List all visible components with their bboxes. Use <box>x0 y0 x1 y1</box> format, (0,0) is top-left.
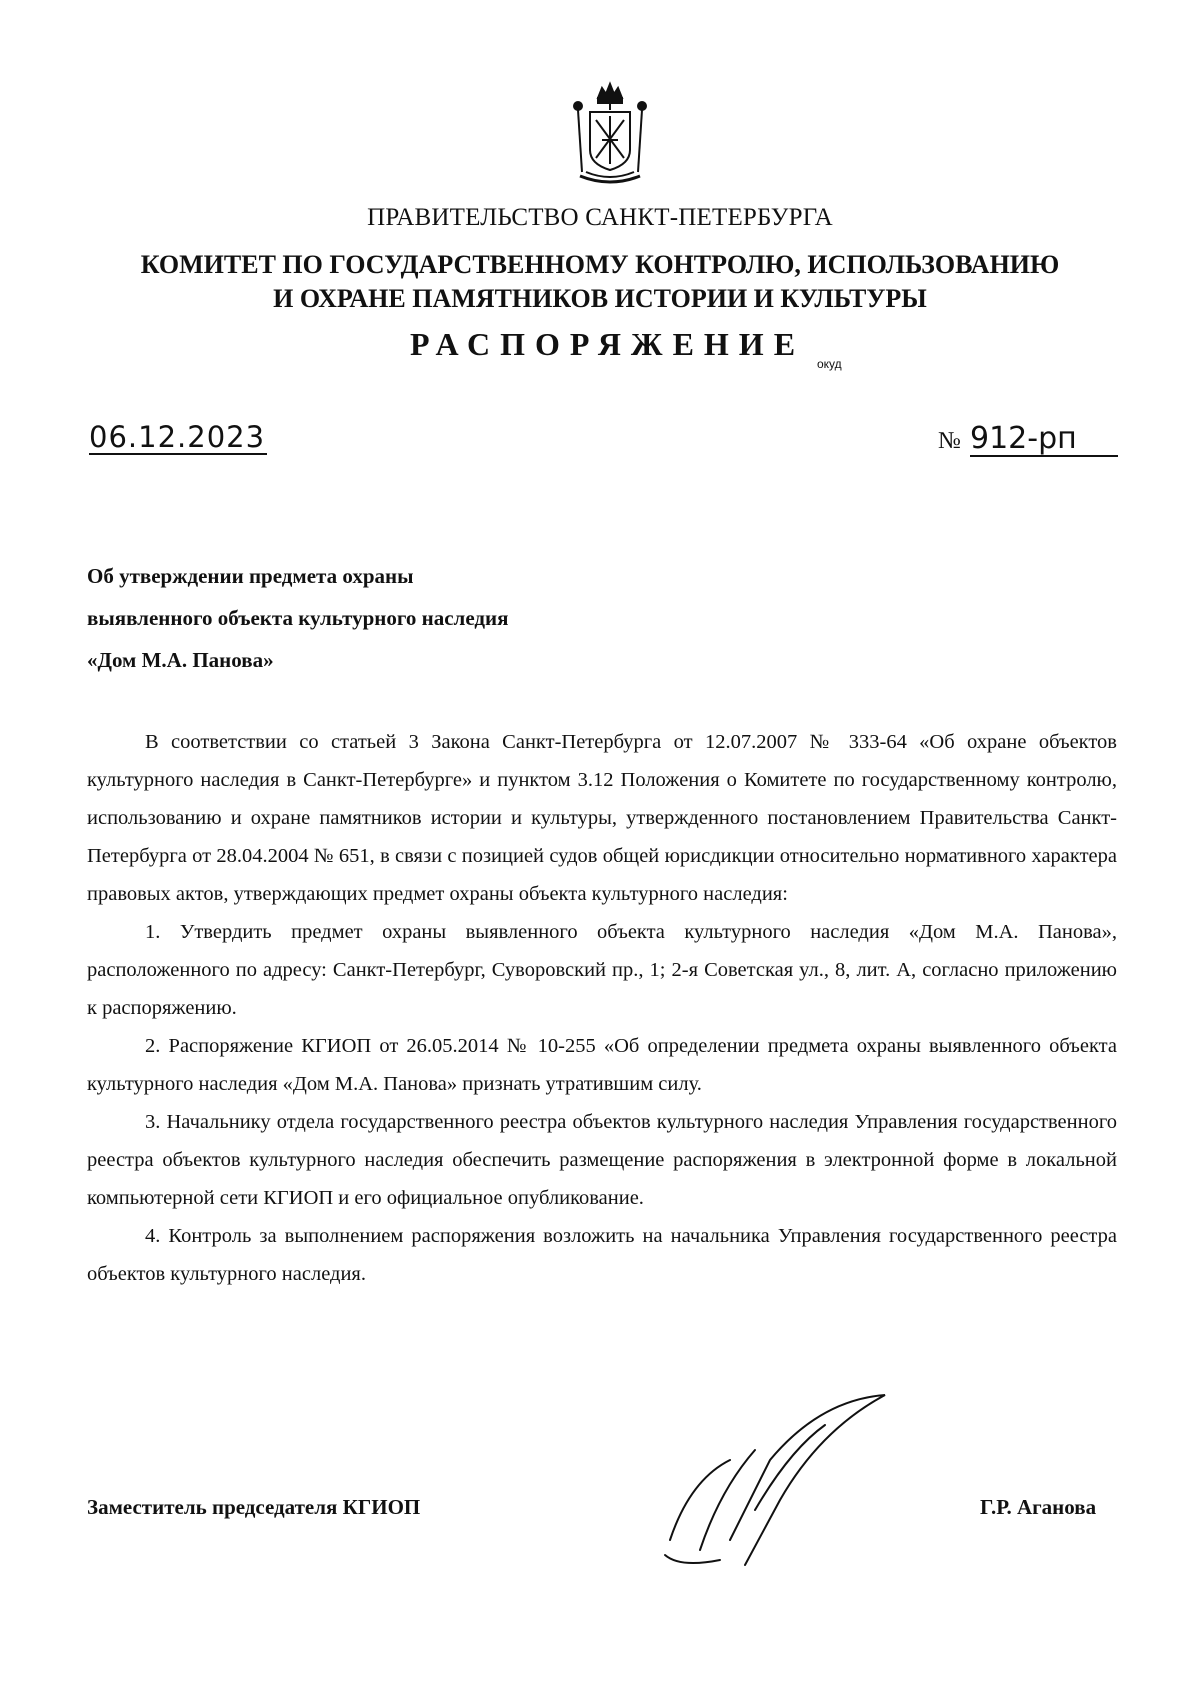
document-date: 06.12.2023 <box>89 420 266 454</box>
document-type: РАСПОРЯЖЕНИЕ <box>410 326 806 362</box>
signature-mark <box>660 1390 900 1590</box>
committee-line-1: КОМИТЕТ ПО ГОСУДАРСТВЕННОМУ КОНТРОЛЮ, ИСПОЛЬЗОВАНИЮ <box>140 250 1060 279</box>
body-paragraph: 2. Распоряжение КГИОП от 26.05.2014 № 10-255 «Об определении предмета охраны выявленного объекта культурного наследия «Дом М.А. Панова» признать утратившим силу. <box>87 1035 1117 1095</box>
committee-line-2: И ОХРАНЕ ПАМЯТНИКОВ ИСТОРИИ И КУЛЬТУРЫ <box>273 284 927 313</box>
body-paragraph: 4. Контроль за выполнением распоряжения возложить на начальника Управления государственного реестра объектов культурного наследия. <box>87 1225 1117 1285</box>
body-paragraph: 3. Начальнику отдела государственного реестра объектов культурного наследия Управления государственного реестра объектов культурного наследия обеспечить размещение распоряжения в электронной форме в локальной компьютерной сети КГИОП и его официальное опубликование. <box>87 1111 1117 1209</box>
government-title: ПРАВИТЕЛЬСТВО САНКТ-ПЕТЕРБУРГА <box>367 204 833 231</box>
number-value: 912-рп <box>970 422 1118 457</box>
coat-of-arms-icon <box>560 80 660 190</box>
signatory-name: Г.Р. Аганова <box>980 1495 1097 1519</box>
signatory-title: Заместитель председателя КГИОП <box>87 1495 421 1519</box>
committee-title <box>0 248 1200 316</box>
okud-label: окуд <box>817 357 842 371</box>
subject-line: Об утверждении предмета охраны <box>87 564 414 588</box>
subject-line: выявленного объекта культурного наследия <box>87 606 509 630</box>
number-sign: № <box>938 428 961 454</box>
document-number <box>938 422 1118 458</box>
document-body <box>87 723 1117 1293</box>
subject-line: «Дом М.А. Панова» <box>87 648 274 672</box>
body-paragraph: 1. Утвердить предмет охраны выявленного объекта культурного наследия «Дом М.А. Панова», расположенного по адресу: Санкт-Петербург, Суворовский пр., 1; 2-я Советская ул., 8, лит. А, согласно приложению к распоряжению. <box>87 921 1117 1019</box>
document-subject <box>87 555 508 681</box>
body-paragraph: В соответствии со статьей 3 Закона Санкт-Петербурга от 12.07.2007 № 333-64 «Об охране объектов культурного наследия в Санкт-Петербурге» и пунктом 3.12 Положения о Комитете по государственному контролю, использованию и охране памятников истории и культуры, утвержденного постановлением Правительства Санкт-Петербурга от 28.04.2004 № 651, в связи с позицией судов общей юрисдикции относительно нормативного характера правовых актов, утверждающих предмет охраны объекта культурного наследия: <box>87 731 1117 905</box>
